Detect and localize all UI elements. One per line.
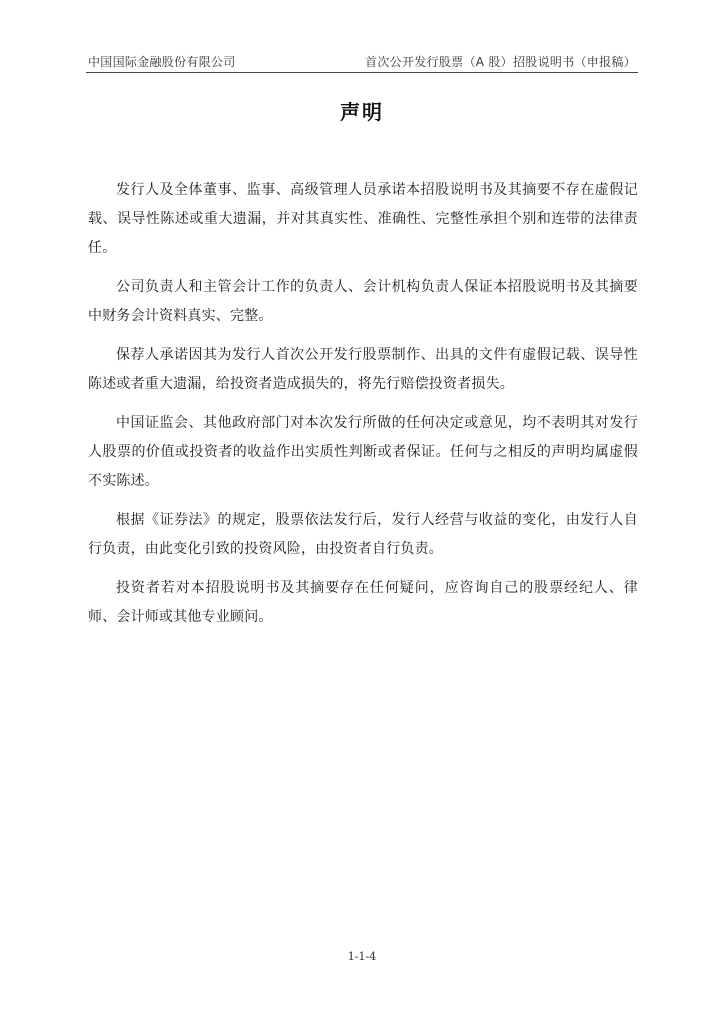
paragraph-5: 根据《证券法》的规定，股票依法发行后，发行人经营与收益的变化，由发行人自行负责，由此变化引致的投资风险，由投资者自行负责。 (88, 512, 638, 557)
paragraph-1: 发行人及全体董事、监事、高级管理人员承诺本招股说明书及其摘要不存在虚假记载、误导性陈述或重大遗漏，并对其真实性、准确性、完整性承担个别和连带的法律责任。 (88, 182, 638, 256)
declaration-body (88, 176, 638, 642)
paragraph-2: 公司负责人和主管会计工作的负责人、会计机构负责人保证本招股说明书及其摘要中财务会计资料真实、完整。 (88, 279, 638, 324)
paragraph-6: 投资者若对本招股说明书及其摘要存在任何疑问，应咨询自己的股票经纪人、律师、会计师或其他专业顾问。 (88, 580, 638, 625)
page-header (88, 50, 636, 70)
header-company-name: 中国国际金融股份有限公司 (88, 55, 236, 69)
paragraph-3: 保荐人承诺因其为发行人首次公开发行股票制作、出具的文件有虚假记载、误导性陈述或者重大遗漏，给投资者造成损失的，将先行赔偿投资者损失。 (88, 347, 638, 392)
page-title: 声明 (340, 100, 384, 124)
page-number: 1-1-4 (347, 950, 377, 963)
header-divider (86, 72, 638, 73)
header-document-title: 首次公开发行股票（A 股）招股说明书（申报稿） (365, 55, 636, 69)
paragraph-4: 中国证监会、其他政府部门对本次发行所做的任何决定或意见，均不表明其对发行人股票的价值或投资者的收益作出实质性判断或者保证。任何与之相反的声明均属虚假不实陈述。 (88, 415, 638, 489)
